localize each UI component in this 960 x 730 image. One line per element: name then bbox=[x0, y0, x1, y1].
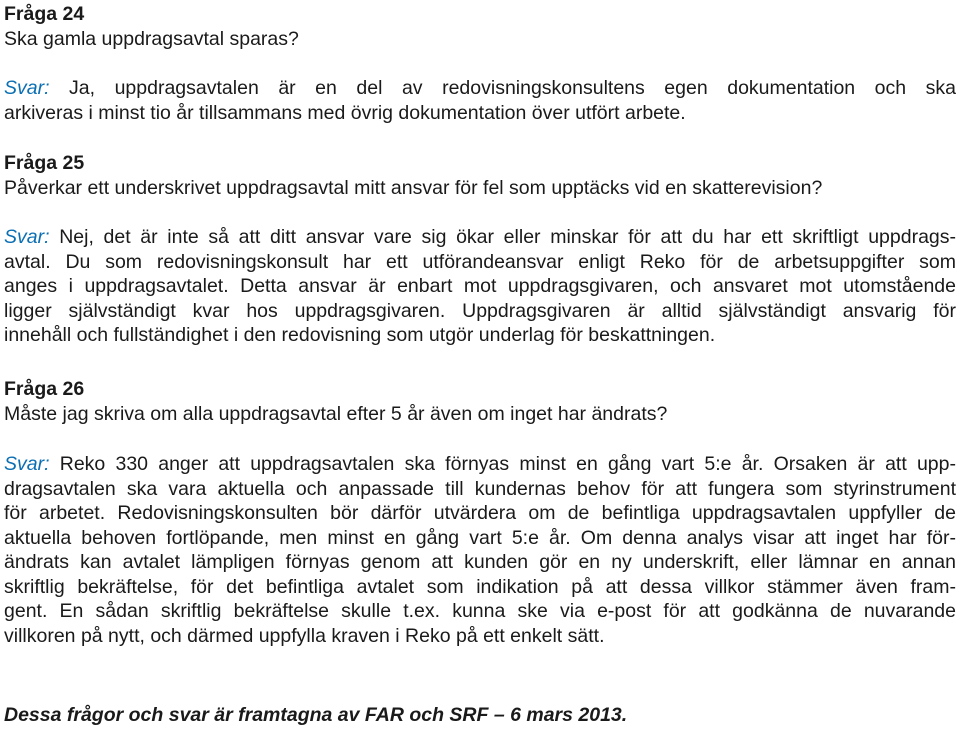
answer-line: ligger självständigt kvar hos uppdragsgivaren. Uppdragsgivaren är alltid självständigt ansvarig för bbox=[4, 299, 956, 322]
answer-line: för arbetet. Redovisningskonsulten bör därför utvärdera om de befintliga uppdragsavtalen uppfyller de bbox=[4, 502, 956, 524]
answer-line: gent. En sådan skriftlig bekräftelse skulle t.ex. kunna ske via e-post för att godkänna de nuvarande bbox=[4, 600, 956, 622]
answer-line: Svar: Nej, det är inte så att ditt ansvar vare sig ökar eller minskar för att du har ett skriftligt uppdrags- bbox=[4, 226, 956, 248]
footer-note: Dessa frågor och svar är framtagna av FAR och SRF – 6 mars 2013. bbox=[4, 704, 628, 726]
question-26 bbox=[4, 377, 956, 426]
question-heading: Fråga 26 bbox=[4, 378, 85, 400]
question-heading: Fråga 24 bbox=[4, 3, 85, 25]
question-25 bbox=[4, 151, 956, 200]
question-text: Ska gamla uppdragsavtal sparas? bbox=[4, 27, 299, 50]
answer-line: Svar: Ja, uppdragsavtalen är en del av redovisningskonsultens egen dokumentation och ska bbox=[4, 77, 956, 99]
answer-line: Svar: Reko 330 anger att uppdragsavtalen ska förnyas minst en gång vart 5:e år. Orsaken är att upp- bbox=[4, 453, 956, 475]
answer-line: skriftlig bekräftelse, för det befintliga avtalet som indikation på att dessa villkor stämmer även fram- bbox=[4, 575, 956, 598]
answer-line: anges i uppdragsavtalet. Detta ansvar är enbart mot uppdragsgivaren, och ansvaret mot utomstående bbox=[4, 275, 956, 297]
answer-26 bbox=[4, 452, 956, 648]
question-24 bbox=[4, 2, 956, 51]
answer-label: Svar: bbox=[4, 453, 50, 475]
answer-line: aktuella behoven fortlöpande, men minst en gång vart 5:e år. Om denna analys visar att inget har för- bbox=[4, 526, 956, 549]
question-text: Påverkar ett underskrivet uppdragsavtal mitt ansvar för fel som upptäcks vid en skatterevision? bbox=[4, 176, 823, 199]
answer-line: avtal. Du som redovisningskonsult har ett utförandeansvar enligt Reko för de arbetsuppgifter som bbox=[4, 250, 956, 273]
answer-line: innehåll och fullständighet i den redovisning som utgör underlag för beskattningen. bbox=[4, 324, 716, 346]
answer-line: villkoren på nytt, och därmed uppfylla kraven i Reko på ett enkelt sätt. bbox=[4, 624, 605, 647]
answer-24 bbox=[4, 76, 956, 125]
answer-line: arkiveras i minst tio år tillsammans med övrig dokumentation över utfört arbete. bbox=[4, 101, 686, 124]
answer-line: ändrats kan avtalet lämpligen förnyas genom att kunden gör en ny underskrift, eller lämnar en annan bbox=[4, 551, 956, 573]
answer-line: dragsavtalen ska vara aktuella och anpassade till kundernas behov för att fungera som styrinstrument bbox=[4, 477, 956, 500]
answer-label: Svar: bbox=[4, 77, 50, 99]
answer-25 bbox=[4, 225, 956, 348]
question-text: Måste jag skriva om alla uppdragsavtal efter 5 år även om inget har ändrats? bbox=[4, 402, 668, 425]
answer-label: Svar: bbox=[4, 226, 50, 248]
question-heading: Fråga 25 bbox=[4, 152, 85, 174]
